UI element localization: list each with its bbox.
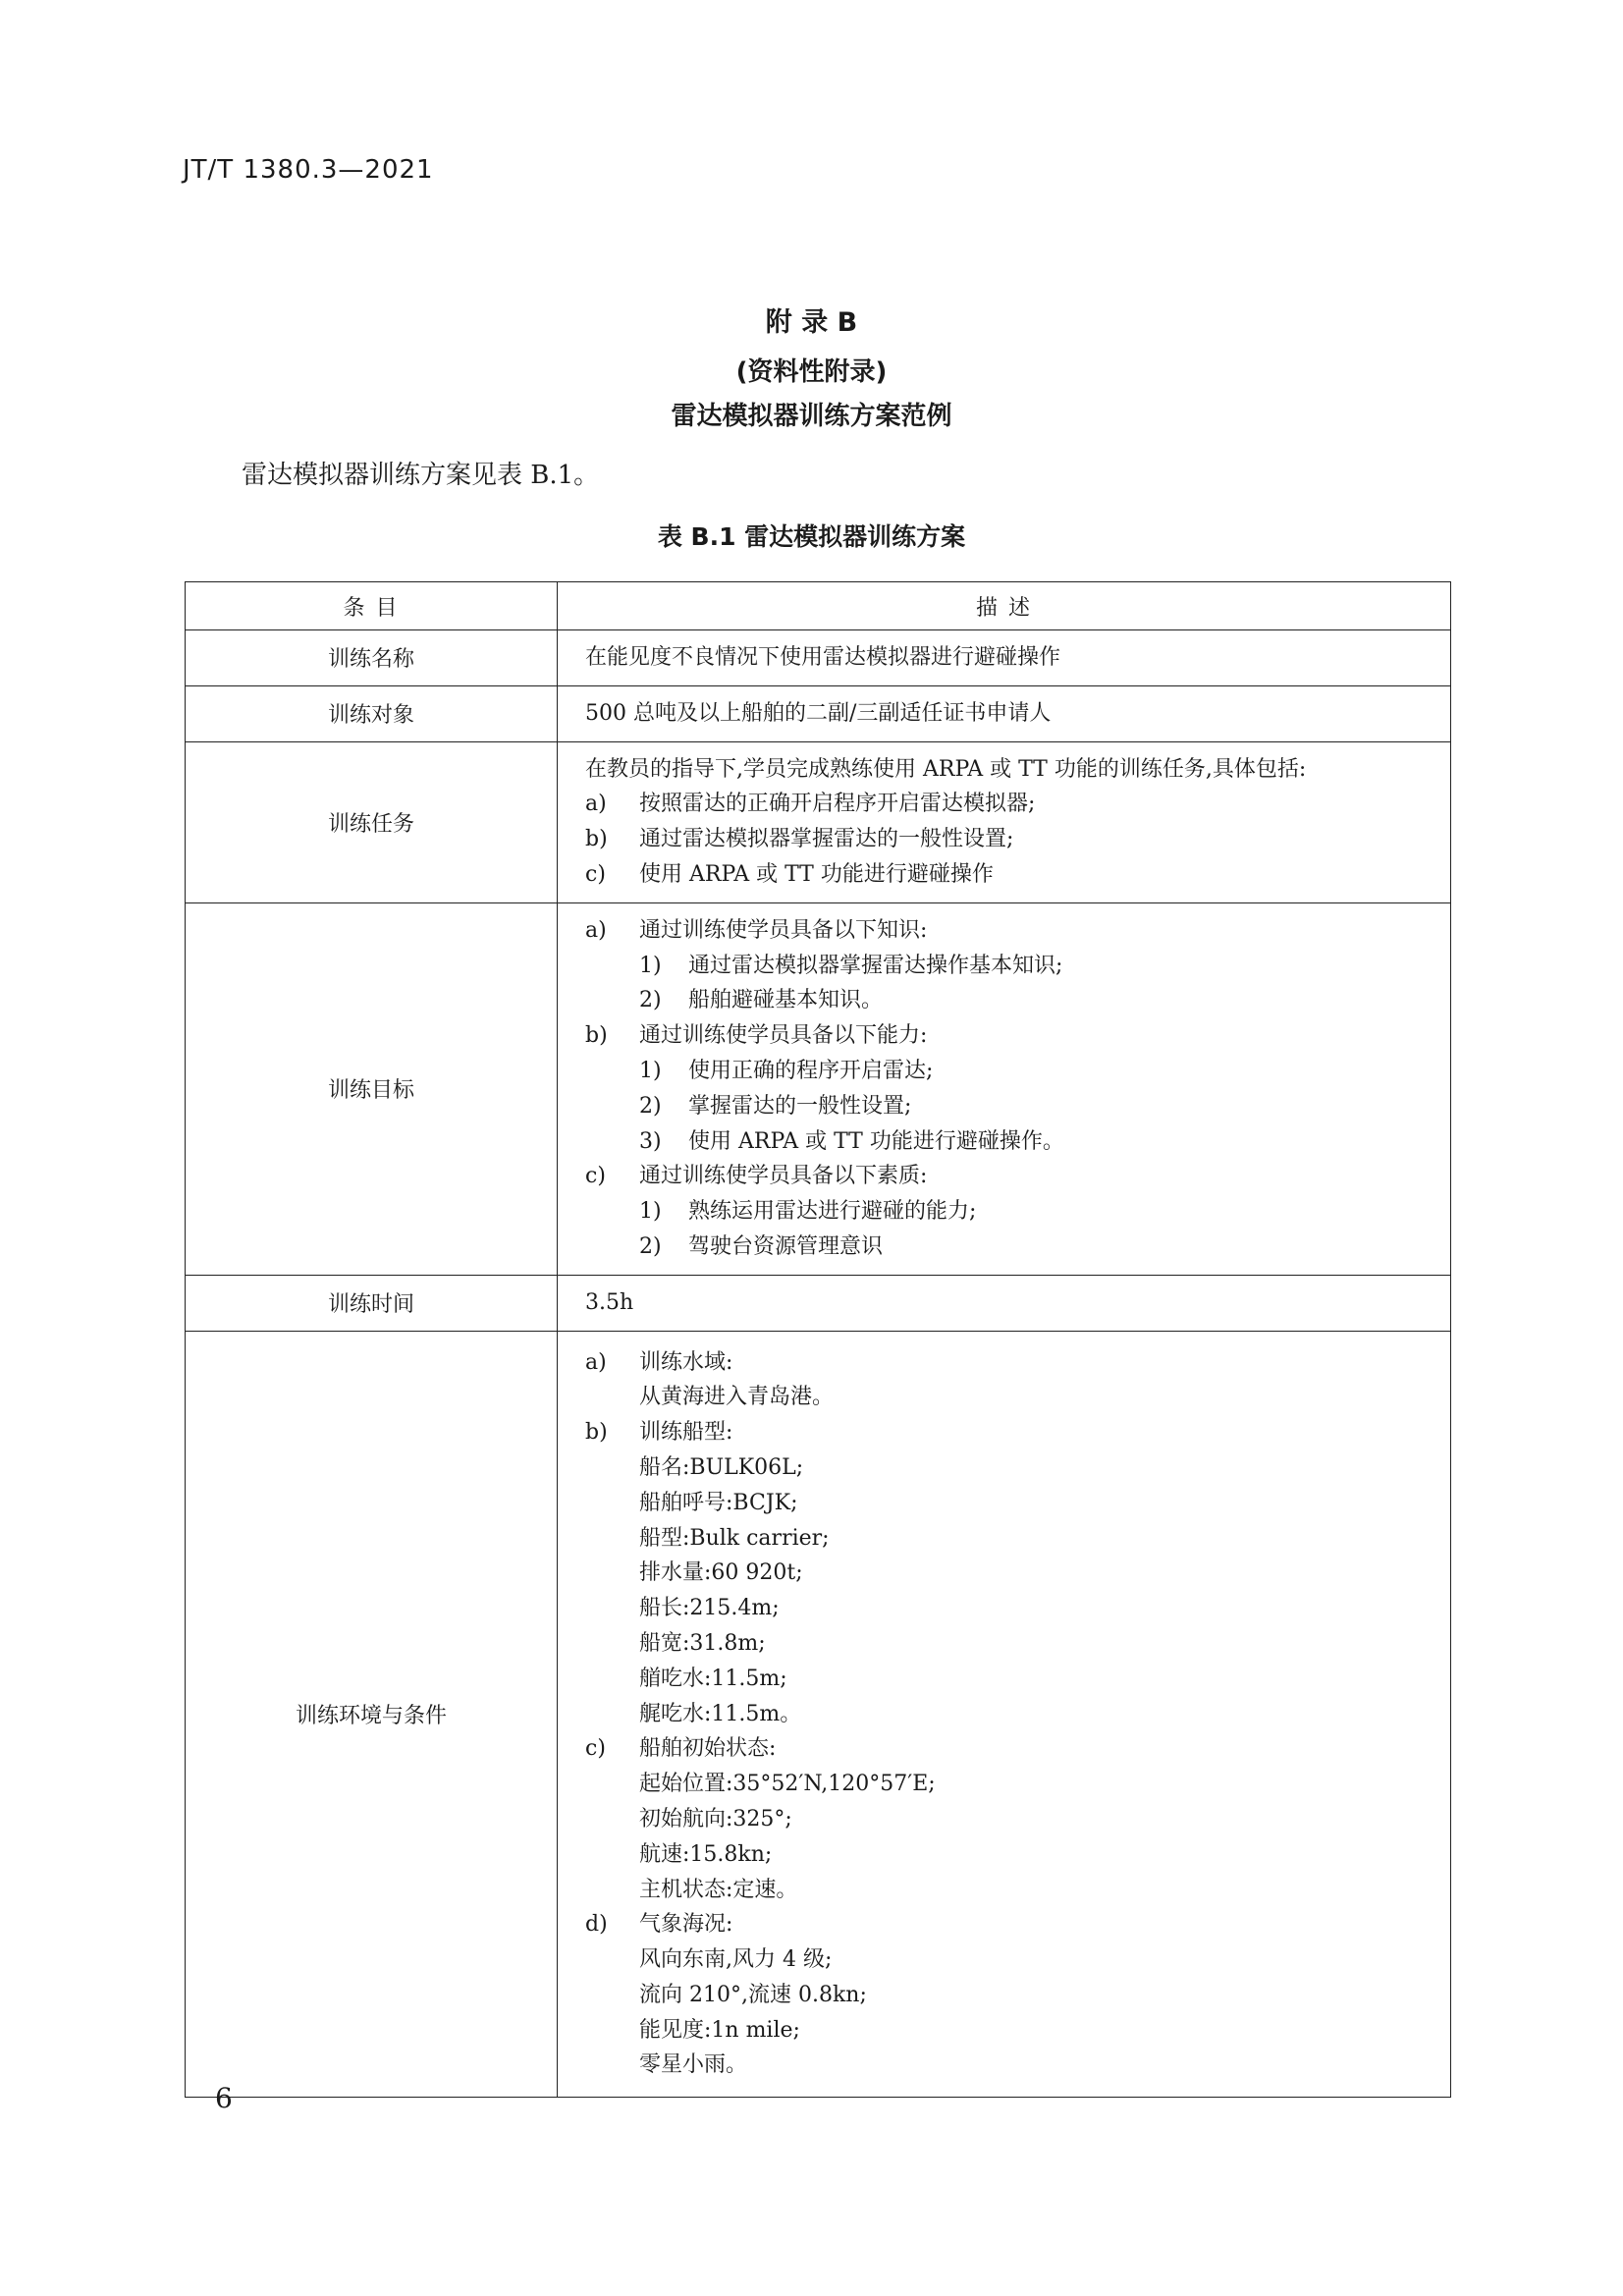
list-line: 初始航向:325°; [639, 1806, 792, 1831]
list-item: a) 训练水域: [585, 1349, 733, 1375]
list-subitem: 3) 使用 ARPA 或 TT 功能进行避碰操作。 [639, 1128, 1064, 1154]
list-item: c) 船舶初始状态: [585, 1736, 777, 1762]
training-plan-table [185, 581, 1451, 2098]
table-row [186, 741, 1451, 902]
table-row [186, 1331, 1451, 2098]
list-line: 船宽:31.8m; [639, 1630, 766, 1656]
list-item: a) 按照雷达的正确开启程序开启雷达模拟器; [585, 792, 1036, 817]
list-line: 船舶呼号:BCJK; [639, 1490, 798, 1515]
list-item: d) 气象海况: [585, 1912, 733, 1938]
row-value: 3.5h [558, 1275, 1451, 1331]
table-row [186, 902, 1451, 1275]
list-subitem: 2) 船舶避碰基本知识。 [639, 988, 884, 1013]
list-line: 起始位置:35°52′N,120°57′E; [639, 1772, 936, 1797]
list-item: c) 使用 ARPA 或 TT 功能进行避碰操作 [585, 861, 994, 887]
list-subitem: 1) 通过雷达模拟器掌握雷达操作基本知识; [639, 953, 1063, 978]
list-line: 从黄海进入青岛港。 [639, 1385, 835, 1410]
list-subitem: 1) 使用正确的程序开启雷达; [639, 1058, 934, 1083]
list-line: 航速:15.8kn; [639, 1841, 773, 1867]
row-value: 在能见度不良情况下使用雷达模拟器进行避碰操作 [558, 630, 1451, 686]
row-key: 训练环境与条件 [186, 1331, 558, 2098]
list-line: 主机状态:定速。 [639, 1877, 798, 1902]
header-description: 描 述 [558, 582, 1451, 630]
list-line: 流向 210°,流速 0.8kn; [639, 1982, 867, 2007]
list-subitem: 1) 熟练运用雷达进行避碰的能力; [639, 1199, 977, 1225]
intro-paragraph: 雷达模拟器训练方案见表 B.1。 [242, 461, 600, 490]
appendix-subtitle: (资料性附录) [735, 357, 888, 387]
list-intro: 在教员的指导下,学员完成熟练使用 ARPA 或 TT 功能的训练任务,具体包括: [585, 756, 1307, 782]
page-number: 6 [215, 2082, 233, 2114]
list-line: 艏吃水:11.5m; [639, 1666, 787, 1691]
row-value [558, 741, 1451, 902]
appendix-name: 雷达模拟器训练方案范例 [671, 402, 952, 431]
row-value [558, 1331, 1451, 2098]
header-item: 条 目 [186, 582, 558, 630]
row-key: 训练对象 [186, 685, 558, 741]
list-item: b) 训练船型: [585, 1420, 733, 1446]
table-row [186, 1275, 1451, 1331]
row-value: 500 总吨及以上船舶的二副/三副适任证书申请人 [558, 685, 1451, 741]
appendix-title: 附 录 B [765, 307, 858, 338]
table-row [186, 630, 1451, 686]
list-subitem: 2) 驾驶台资源管理意识 [639, 1233, 884, 1259]
list-line: 船名:BULK06L; [639, 1454, 804, 1480]
document-code: JT/T 1380.3—2021 [183, 155, 434, 185]
list-line: 艉吃水:11.5m。 [639, 1701, 802, 1726]
list-item: b) 通过雷达模拟器掌握雷达的一般性设置; [585, 827, 1014, 852]
row-key: 训练任务 [186, 741, 558, 902]
table-caption: 表 B.1 雷达模拟器训练方案 [657, 522, 966, 551]
row-key: 训练时间 [186, 1275, 558, 1331]
table-row [186, 685, 1451, 741]
table-header-row [186, 582, 1451, 630]
row-value [558, 902, 1451, 1275]
list-item: b) 通过训练使学员具备以下能力: [585, 1023, 928, 1049]
row-key: 训练名称 [186, 630, 558, 686]
list-line: 零星小雨。 [639, 2052, 748, 2078]
list-line: 排水量:60 920t; [639, 1560, 803, 1586]
list-line: 风向东南,风力 4 级; [639, 1947, 833, 1973]
row-key: 训练目标 [186, 902, 558, 1275]
list-subitem: 2) 掌握雷达的一般性设置; [639, 1093, 912, 1119]
list-line: 船型:Bulk carrier; [639, 1525, 830, 1551]
list-line: 船长:215.4m; [639, 1596, 780, 1621]
list-item: a) 通过训练使学员具备以下知识: [585, 917, 928, 943]
list-line: 能见度:1n mile; [639, 2017, 800, 2043]
list-item: c) 通过训练使学员具备以下素质: [585, 1164, 928, 1189]
